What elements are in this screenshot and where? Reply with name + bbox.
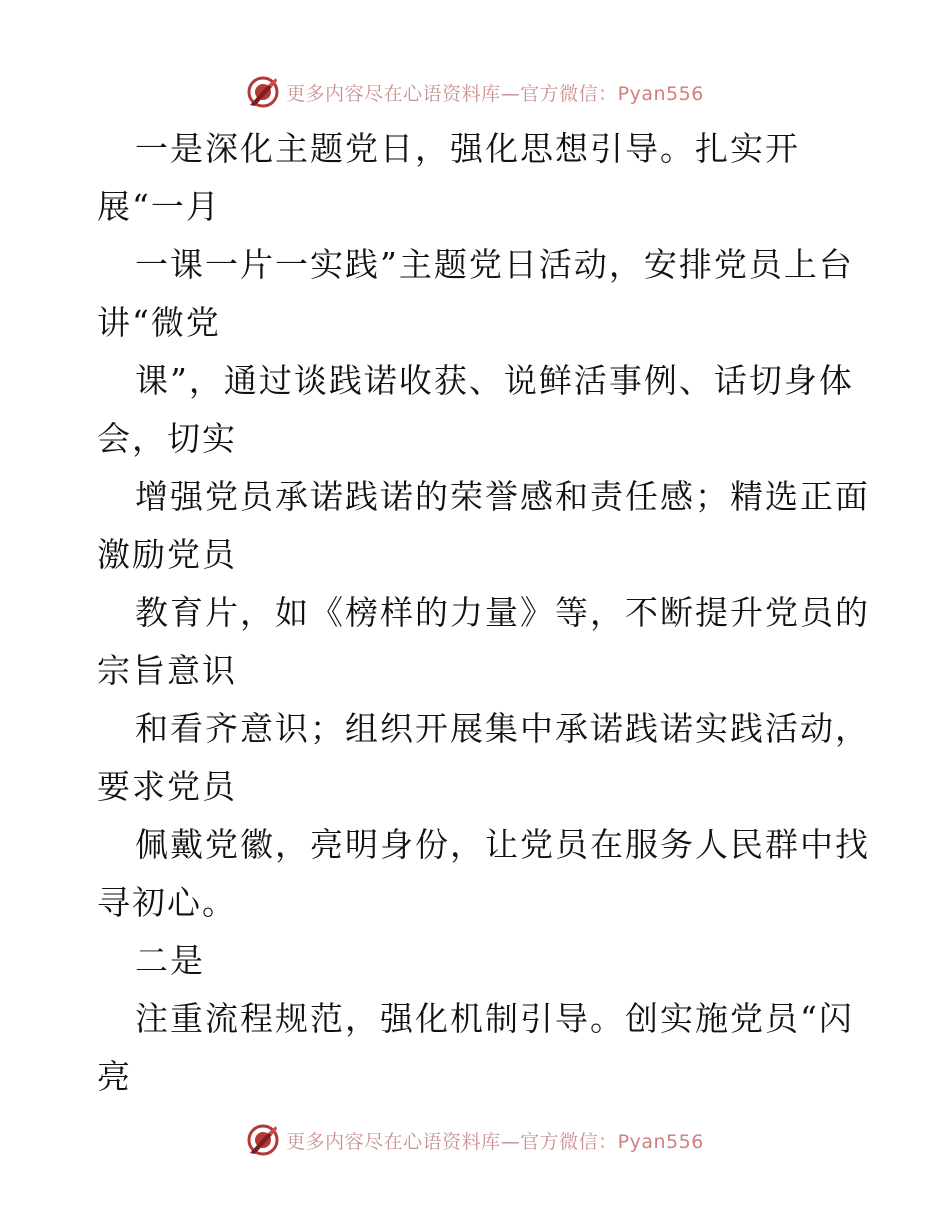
- text-line: 佩戴党徽，亮明身份，让党员在服务人民群中找: [135, 825, 870, 864]
- footer-banner-id: Pyan556: [617, 1130, 704, 1153]
- text-line: 和看齐意识；组织开展集中承诺践诺实践活动，: [135, 709, 870, 748]
- header-watermark-text: [286, 79, 704, 106]
- footer-banner-label: 更多内容尽在心语资料库—官方微信：: [286, 1130, 618, 1153]
- footer-watermark-banner: [0, 1118, 950, 1162]
- text-line: 教育片，如《榜样的力量》等，不断提升党员的: [135, 593, 870, 632]
- header-banner-label: 更多内容尽在心语资料库—官方微信：: [286, 82, 618, 105]
- footer-watermark-text: [286, 1127, 704, 1154]
- header-watermark-banner: [0, 70, 950, 114]
- text-line: 宗旨意识: [97, 651, 237, 690]
- text-line: 一是深化主题党日，强化思想引导。扎实开: [135, 129, 800, 168]
- text-line: 要求党员: [97, 767, 237, 806]
- pen-logo-icon: [246, 1123, 280, 1157]
- header-banner-id: Pyan556: [617, 82, 704, 105]
- pen-logo-icon: [246, 75, 280, 109]
- text-line: 亮: [97, 1057, 132, 1096]
- text-line: 展“一月: [97, 187, 221, 226]
- text-line: 课”，通过谈践诺收获、说鲜活事例、话切身体: [135, 361, 854, 400]
- text-line: 二是: [135, 941, 205, 980]
- text-line: 一课一片一实践”主题党日活动，安排党员上台: [135, 245, 854, 284]
- text-line: 激励党员: [97, 535, 237, 574]
- text-line: 讲“微党: [97, 303, 221, 342]
- text-line: 增强党员承诺践诺的荣誉感和责任感；精选正面: [135, 477, 870, 516]
- text-line: 会，切实: [97, 419, 237, 458]
- document-body: [97, 120, 870, 1106]
- text-line: 注重流程规范，强化机制引导。创实施党员“闪: [135, 999, 854, 1038]
- text-line: 寻初心。: [97, 883, 237, 922]
